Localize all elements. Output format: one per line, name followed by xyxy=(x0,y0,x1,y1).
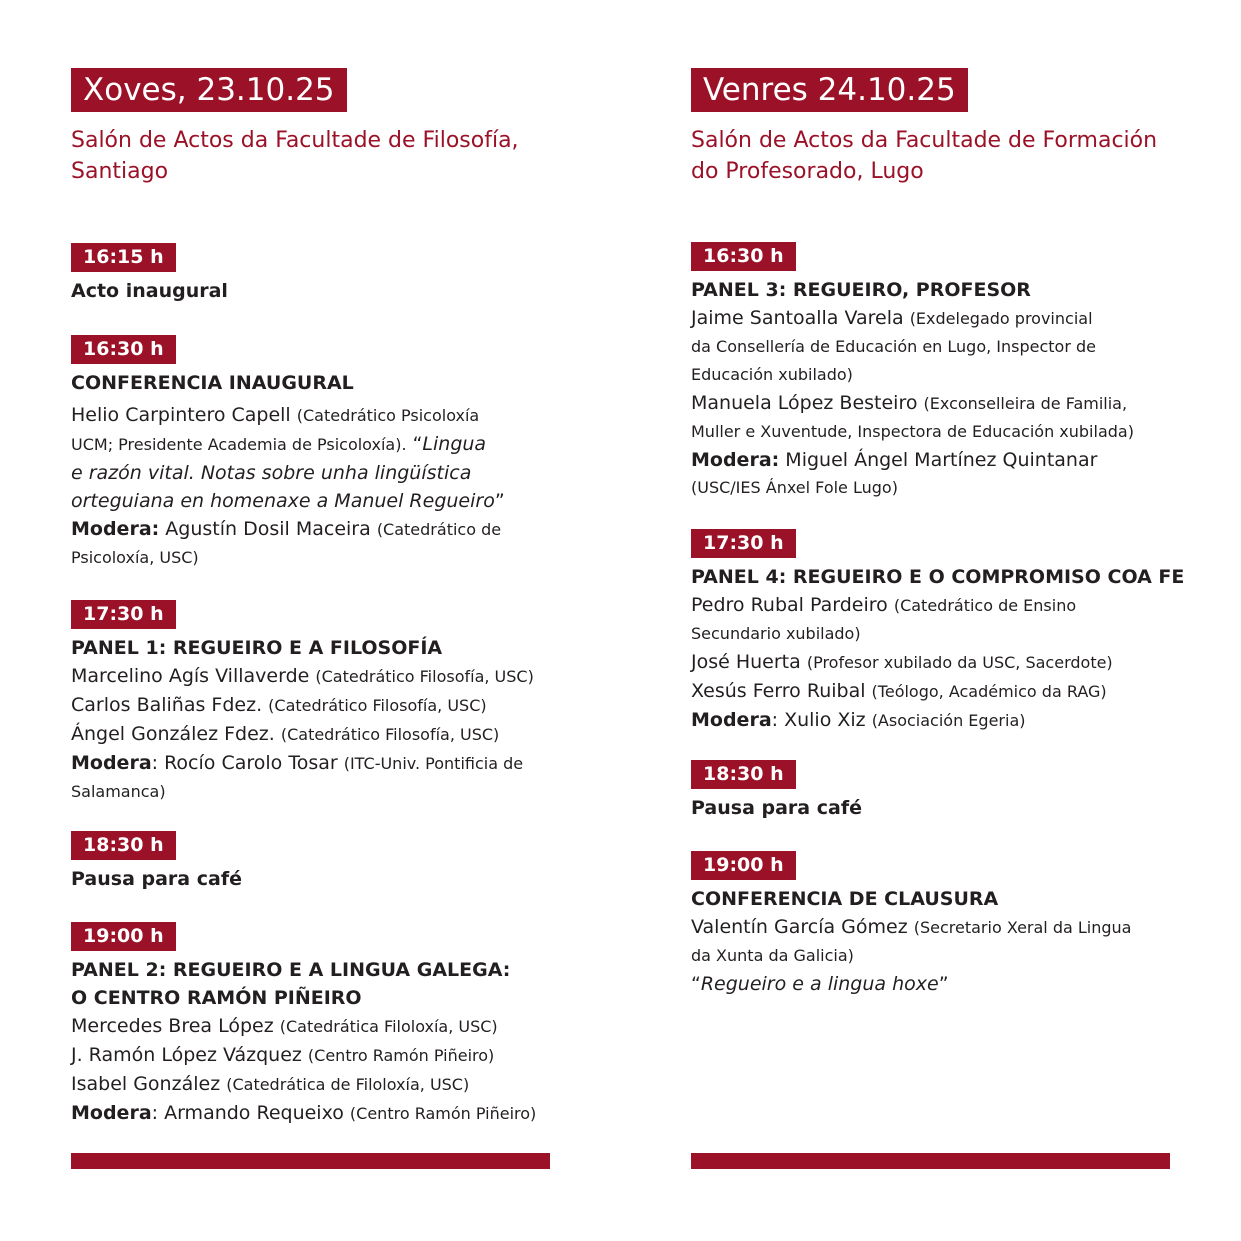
time-badge: 19:00 h xyxy=(691,851,796,880)
session-coffee xyxy=(71,831,611,893)
time-badge: 17:30 h xyxy=(691,529,796,558)
panelist-affiliation: Muller e Xuventude, Inspectora de Educación xubilada) xyxy=(691,422,1134,441)
venue-line: do Profesorado, Lugo xyxy=(691,159,924,184)
venue-line: Salón de Actos da Facultade de Formación xyxy=(691,128,1158,153)
moderator-line xyxy=(691,446,1231,474)
session-title: PANEL 3: REGUEIRO, PROFESOR xyxy=(691,279,1031,301)
session-coffee xyxy=(691,760,1231,822)
moderator-affiliation: (Asociación Egeria) xyxy=(871,711,1026,730)
moderator-label: Modera: xyxy=(71,518,160,540)
panelist-line xyxy=(691,648,1231,677)
session-title: O CENTRO RAMÓN PIÑEIRO xyxy=(71,987,362,1009)
panelist-name: Ángel González Fdez. xyxy=(71,723,275,745)
time-badge: 17:30 h xyxy=(71,600,176,629)
quote-mark: “ xyxy=(691,973,701,995)
panelist-line xyxy=(691,591,1231,620)
panelist-line xyxy=(71,662,611,691)
moderator-label: Modera xyxy=(691,709,772,731)
speaker-affiliation: da Xunta da Galicia) xyxy=(691,946,854,965)
moderator-affiliation: (Centro Ramón Piñeiro) xyxy=(349,1104,537,1123)
talk-title: e razón vital. Notas sobre unha lingüística xyxy=(71,462,472,484)
panelist-line xyxy=(71,1041,611,1070)
panelist-affiliation: (Catedrática Filoloxía, USC) xyxy=(279,1017,498,1036)
panelist-name: J. Ramón López Vázquez xyxy=(71,1044,302,1066)
panelist-affiliation: da Consellería de Educación en Lugo, Inspector de xyxy=(691,337,1097,356)
footer-bar xyxy=(71,1153,550,1169)
panelist-name: Marcelino Agís Villaverde xyxy=(71,665,310,687)
day-title: Xoves, 23.10.25 xyxy=(71,68,347,112)
panelist-affiliation: (Exdelegado provincial xyxy=(909,309,1093,328)
moderator-name: Miguel Ángel Martínez Quintanar xyxy=(785,449,1098,471)
time-badge: 19:00 h xyxy=(71,922,176,951)
panelist-affiliation: (Teólogo, Académico da RAG) xyxy=(871,682,1107,701)
panelist-line xyxy=(691,304,1231,333)
session-title: Pausa para café xyxy=(691,797,862,819)
moderator-label: Modera xyxy=(71,752,152,774)
panelist-affiliation: (Exconselleira de Familia, xyxy=(923,394,1128,413)
venue-line: Santiago xyxy=(71,159,169,184)
speaker-line xyxy=(691,913,1231,942)
session-title: CONFERENCIA DE CLAUSURA xyxy=(691,888,999,910)
moderator-line xyxy=(71,749,611,778)
talk-line xyxy=(691,970,1231,998)
moderator-line xyxy=(691,706,1231,735)
moderator-affiliation: (Catedrático de xyxy=(376,520,502,539)
talk-line xyxy=(71,459,611,487)
session-panel-3 xyxy=(691,242,1231,502)
moderator-affiliation: (ITC-Univ. Pontificia de xyxy=(343,754,524,773)
speaker-line xyxy=(71,401,611,430)
session-title: PANEL 4: REGUEIRO E O COMPROMISO COA FE xyxy=(691,566,1185,588)
panelist-name: José Huerta xyxy=(691,651,801,673)
footer-bar xyxy=(691,1153,1170,1169)
speaker-affiliation: UCM; Presidente Academia de Psicoloxía). xyxy=(71,435,407,454)
moderator-name: : Armando Requeixo xyxy=(151,1102,344,1124)
quote-mark: “ xyxy=(412,433,423,455)
talk-line xyxy=(71,487,611,515)
panelist-line xyxy=(71,720,611,749)
time-badge: 16:15 h xyxy=(71,243,176,272)
session-panel-4 xyxy=(691,529,1231,735)
panelist-line xyxy=(71,1012,611,1041)
panelist-affiliation: (Catedrático de Ensino xyxy=(893,596,1077,615)
panelist-affiliation: (Catedrático Filosofía, USC) xyxy=(268,696,487,715)
quote-mark: ” xyxy=(494,490,505,512)
session-panel-2 xyxy=(71,922,611,1128)
moderator-line xyxy=(71,1099,611,1128)
session-title: Acto inaugural xyxy=(71,280,228,302)
panelist-line xyxy=(691,677,1231,706)
panelist-affiliation: (Profesor xubilado da USC, Sacerdote) xyxy=(806,653,1113,672)
panelist-name: Xesús Ferro Ruibal xyxy=(691,680,866,702)
panelist-affiliation: (Catedrática de Filoloxía, USC) xyxy=(226,1075,470,1094)
venue xyxy=(71,125,591,187)
quote-mark: ” xyxy=(938,973,949,995)
talk-title: Lingua xyxy=(422,433,487,455)
moderator-affiliation: Salamanca) xyxy=(71,782,166,801)
speaker-affiliation: (Secretario Xeral da Lingua xyxy=(913,918,1132,937)
speaker-line xyxy=(71,430,611,459)
panelist-name: Isabel González xyxy=(71,1073,221,1095)
moderator-line xyxy=(71,515,611,544)
talk-title: Regueiro e a lingua hoxe xyxy=(700,973,939,995)
time-badge: 16:30 h xyxy=(71,335,176,364)
panelist-affiliation: (Centro Ramón Piñeiro) xyxy=(307,1046,495,1065)
time-badge: 16:30 h xyxy=(691,242,796,271)
session-title: PANEL 2: REGUEIRO E A LINGUA GALEGA: xyxy=(71,959,511,981)
speaker-name: Valentín García Gómez xyxy=(691,916,908,938)
panelist-affiliation: Secundario xubilado) xyxy=(691,624,861,643)
session-title: PANEL 1: REGUEIRO E A FILOSOFÍA xyxy=(71,637,443,659)
moderator-affiliation: (USC/IES Ánxel Fole Lugo) xyxy=(691,478,898,497)
moderator-affiliation: Psicoloxía, USC) xyxy=(71,548,199,567)
moderator-label: Modera: xyxy=(691,449,780,471)
session-title: CONFERENCIA INAUGURAL xyxy=(71,372,354,394)
session-conference xyxy=(71,335,611,572)
panelist-name: Jaime Santoalla Varela xyxy=(691,307,904,329)
moderator-name: Agustín Dosil Maceira xyxy=(165,518,371,540)
panelist-affiliation: (Catedrático Filosofía, USC) xyxy=(315,667,534,686)
panelist-name: Manuela López Besteiro xyxy=(691,392,918,414)
speaker-affiliation: (Catedrático Psicoloxía xyxy=(296,406,480,425)
session-opening xyxy=(71,243,611,305)
venue-line: Salón de Actos da Facultade de Filosofía, xyxy=(71,128,519,153)
time-badge: 18:30 h xyxy=(691,760,796,789)
moderator-label: Modera xyxy=(71,1102,152,1124)
session-title: Pausa para café xyxy=(71,868,242,890)
panelist-affiliation: Educación xubilado) xyxy=(691,365,853,384)
session-closing xyxy=(691,851,1231,998)
venue xyxy=(691,125,1211,187)
talk-title: orteguiana en homenaxe a Manuel Regueiro xyxy=(71,490,495,512)
panelist-line xyxy=(71,691,611,720)
panelist-line xyxy=(691,389,1231,418)
panelist-line xyxy=(71,1070,611,1099)
panelist-name: Mercedes Brea López xyxy=(71,1015,274,1037)
time-badge: 18:30 h xyxy=(71,831,176,860)
session-panel-1 xyxy=(71,600,611,806)
day-title: Venres 24.10.25 xyxy=(691,68,968,112)
panelist-name: Carlos Baliñas Fdez. xyxy=(71,694,263,716)
panelist-affiliation: (Catedrático Filosofía, USC) xyxy=(280,725,500,744)
panelist-name: Pedro Rubal Pardeiro xyxy=(691,594,888,616)
speaker-name: Helio Carpintero Capell xyxy=(71,404,291,426)
moderator-name: : Rocío Carolo Tosar xyxy=(151,752,338,774)
moderator-name: : Xulio Xiz xyxy=(771,709,866,731)
